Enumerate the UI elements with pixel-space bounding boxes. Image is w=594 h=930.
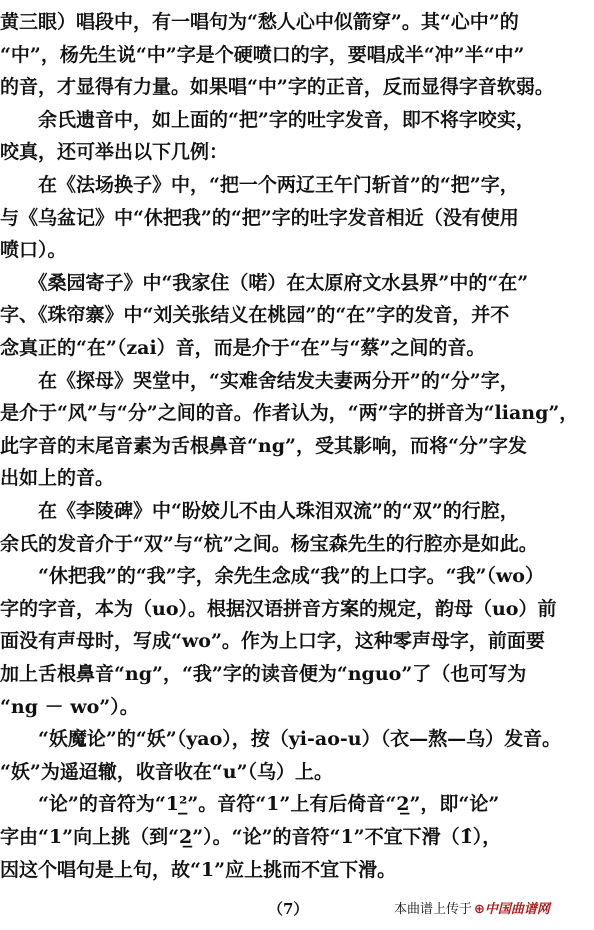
text-line: 此字音的末尾音素为舌根鼻音“ng”，受其影响，而将“分”字发 bbox=[0, 434, 527, 457]
text-line: “妖魔论”的“妖”（yao），按（yi-ao-u）（衣—熬—乌）发音。 bbox=[0, 728, 562, 751]
text-line: 余氏的发音介于“双”与“杭”之间。杨宝森先生的行腔亦是如此。 bbox=[0, 532, 538, 555]
text-line: 字由“1”向上挑（到“2̲”）。“论”的音符“1”不宜下滑（1̂）， bbox=[0, 826, 502, 848]
page-number: （7） bbox=[268, 900, 309, 918]
text-line: 咬真，还可举出以下几例： bbox=[0, 141, 229, 164]
site-brand: 中国曲谱网 bbox=[484, 902, 550, 917]
text-line: “ng － wo”）。 bbox=[0, 695, 139, 718]
upload-note-text: 本曲谱上传于 bbox=[394, 902, 473, 917]
upload-note bbox=[394, 898, 550, 917]
text-line: 念真正的“在”（zai）音，而是介于“在”与“蔡”之间的音。 bbox=[0, 337, 486, 359]
text-line: 在《探母》哭堂中，“实难舍结发夫妻两分开”的“分”字， bbox=[0, 369, 519, 392]
text-line: 字、《珠帘寨》中“刘关张结义在桃园”的“在”字的发音，并不 bbox=[0, 304, 510, 327]
text-line: “中”，杨先生说“中”字是个硬喷口的字，要唱成半“冲”半“中” bbox=[0, 43, 525, 66]
text-line: 黄三眼）唱段中，有一唱句为“愁人心中似箭穿”。其“心中”的 bbox=[0, 11, 519, 33]
text-line: 加上舌根鼻音“ng”，“我”字的读音便为“nguo”了（也可写为 bbox=[0, 663, 527, 685]
text-line: 余氏遗音中，如上面的“把”字的吐字发音，即不将字咬实， bbox=[0, 108, 535, 131]
text-line: 在《李陵碑》中“盼姣儿不由人珠泪双流”的“双”的行腔， bbox=[0, 500, 519, 522]
text-line: 出如上的音。 bbox=[0, 467, 115, 490]
text-line: 《桑园寄子》中“我家住（喏）在太原府文水县界”中的“在” bbox=[0, 271, 529, 294]
text-line: 在《法场换子》中，“把一个两辽王午门斩首”的“把”字， bbox=[0, 174, 519, 196]
text-line: 的音，才显得有力量。如果唱“中”字的正音，反而显得字音软弱。 bbox=[0, 76, 554, 99]
site-logo-icon: ⊕ bbox=[474, 902, 485, 917]
text-line: “论”的音符为“1²̲”。音符“1”上有后倚音“2̲”，即“论” bbox=[0, 793, 500, 816]
text-line: “妖”为遥迢辙，收音收在“u”（乌）上。 bbox=[0, 760, 334, 783]
text-line: “休把我”的“我”字，余先生念成“我”的上口字。“我”（wo） bbox=[0, 565, 544, 588]
text-line: 是介于“风”与“分”之间的音。作者认为，“两”字的拼音为“liang”， bbox=[0, 402, 579, 425]
text-line: 字的字音，本为（uo）。根据汉语拼音方案的规定，韵母（uo）前 bbox=[0, 597, 557, 620]
text-line: 喷口）。 bbox=[0, 239, 67, 262]
text-line: 因这个唱句是上句，故“1”应上挑而不宜下滑。 bbox=[0, 858, 397, 881]
text-line: 与《乌盆记》中“休把我”的“把”字的吐字发音相近（没有使用 bbox=[0, 206, 519, 229]
text-line: 面没有声母时，写成“wo”。作为上口字，这种零声母字，前面要 bbox=[0, 630, 545, 653]
